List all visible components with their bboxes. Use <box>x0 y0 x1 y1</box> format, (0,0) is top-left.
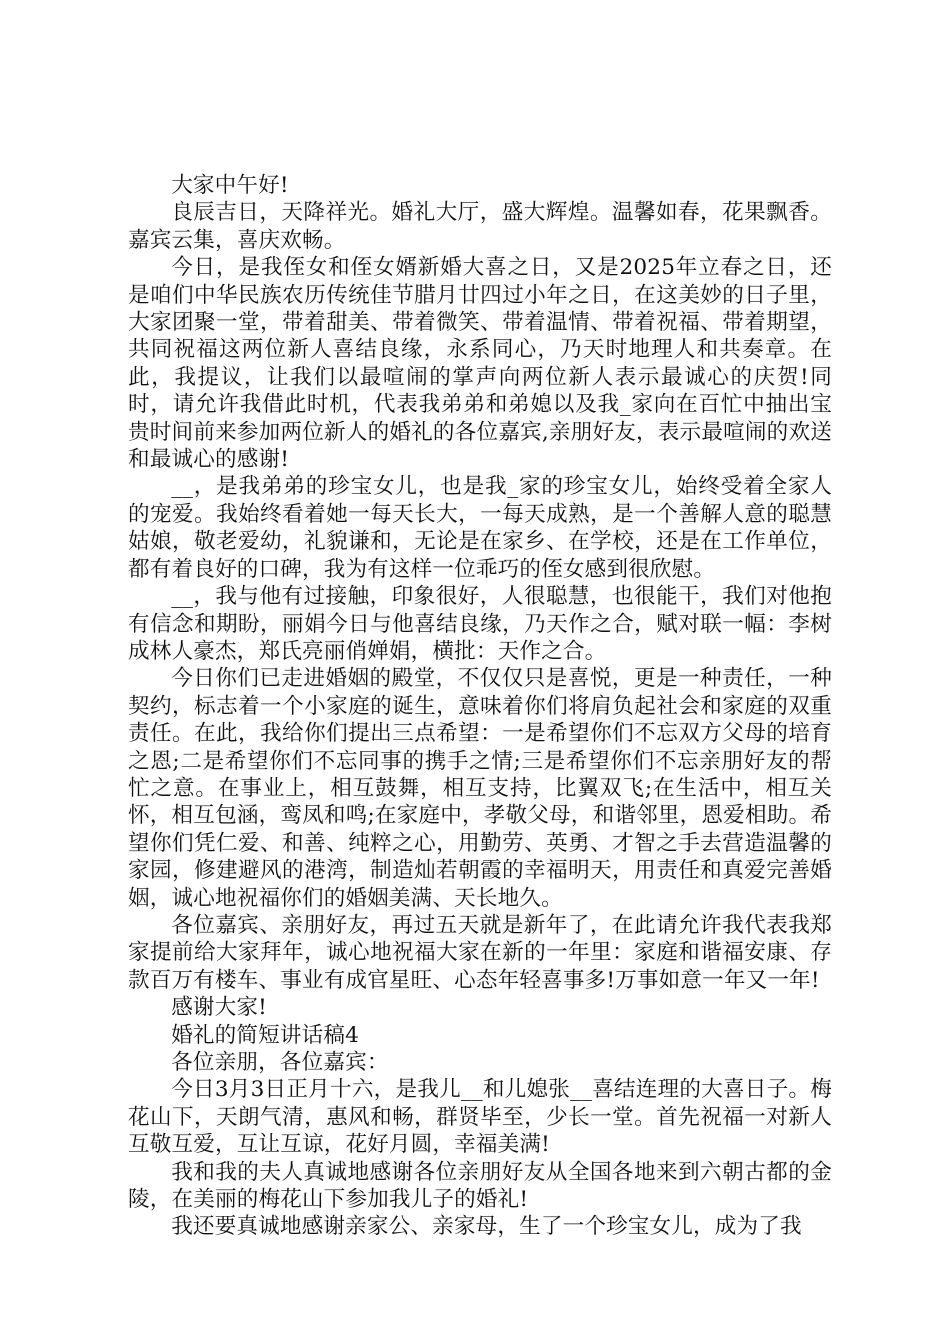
body-paragraph: __，是我弟弟的珍宝女儿，也是我_家的珍宝女儿，始终受着全家人的宠爱。我始终看着她一每天长大，一每天成熟，是一个善解人意的聪慧姑娘，敬老爱幼，礼貌谦和，无论是在家乡、在学校，还是在工作单位，都有着良好的口碑，我为有这样一位乖巧的侄女感到很欣慰。 <box>128 474 832 582</box>
greeting-paragraph: 大家中午好! <box>171 173 289 198</box>
body-paragraph: 我和我的夫人真诚地感谢各位亲朋好友从全国各地来到六朝古都的金陵，在美丽的梅花山下参加我儿子的婚礼! <box>128 1159 832 1213</box>
body-paragraph: __，我与他有过接触，印象很好，人很聪慧，也很能干，我们对他抱有信念和期盼，丽娟今日与他喜结良缘，乃天作之合，赋对联一幅：李树成林人豪杰，郑氏亮丽俏婵娟，横批：天作之合。 <box>128 584 832 664</box>
body-paragraph: 良辰吉日，天降祥光。婚礼大厅，盛大辉煌。温馨如春，花果飘香。嘉宾云集，喜庆欢畅。 <box>128 200 832 253</box>
body-paragraph: 各位嘉宾、亲朋好友，再过五天就是新年了，在此请允许我代表我郑家提前给大家拜年，诚心地祝福大家在新的一年里：家庭和谐福安康、存款百万有楼车、事业有成官星旺、心态年轻喜事多!万事如意一年又一年! <box>128 912 832 993</box>
body-paragraph: 今日3月3日正月十六，是我儿__和儿媳张__喜结连理的大喜日子。梅花山下，天朗气清，惠风和畅，群贤毕至，少长一堂。首先祝福一对新人互敬互爱，互让互谅，花好月圆，幸福美满! <box>128 1077 832 1158</box>
closing-paragraph: 感谢大家! <box>171 995 267 1021</box>
body-paragraph: 我还要真诚地感谢亲家公、亲家母，生了一个珍宝女儿，成为了我 <box>171 1214 802 1240</box>
document-body <box>128 172 832 1241</box>
section-title: 婚礼的简短讲话稿4 <box>171 1022 360 1048</box>
salutation-paragraph: 各位亲朋，各位嘉宾： <box>171 1050 389 1075</box>
body-paragraph: 今日你们已走进婚姻的殿堂，不仅仅只是喜悦，更是一种责任，一种契约，标志着一个小家庭的诞生，意味着你们将肩负起社会和家庭的双重责任。在此，我给你们提出三点希望：一是希望你们不忘双方父母的培育之恩;二是希望你们不忘同事的携手之情;三是希望你们不忘亲朋好友的帮忙之意。在事业上，相互鼓舞，相互支持，比翼双飞;在生活中，相互关怀，相互包涵，鸾凤和鸣;在家庭中，孝敬父母，和谐邻里，恩爱相助。希望你们凭仁爱、和善、纯粹之心，用勤劳、英勇、才智之手去营造温馨的家园，修建避风的港湾，制造灿若朝霞的幸福明天，用责任和真爱完善婚姻，诚心地祝福你们的婚姻美满、天长地久。 <box>128 666 832 911</box>
body-paragraph: 今日，是我侄女和侄女婿新婚大喜之日，又是2025年立春之日，还是咱们中华民族农历传统佳节腊月廿四过小年之日，在这美妙的日子里，大家团聚一堂，带着甜美、带着微笑、带着温情、带着祝福、带着期望，共同祝福这两位新人喜结良缘，永系同心，乃天时地理人和共奏章。在此，我提议，让我们以最喧闹的掌声向两位新人表示最诚心的庆贺!同时，请允许我借此时机，代表我弟弟和弟媳以及我_家向在百忙中抽出宝贵时间前来参加两位新人的婚礼的各位嘉宾,亲朋好友，表示最喧闹的欢送和最诚心的感谢! <box>128 255 832 473</box>
